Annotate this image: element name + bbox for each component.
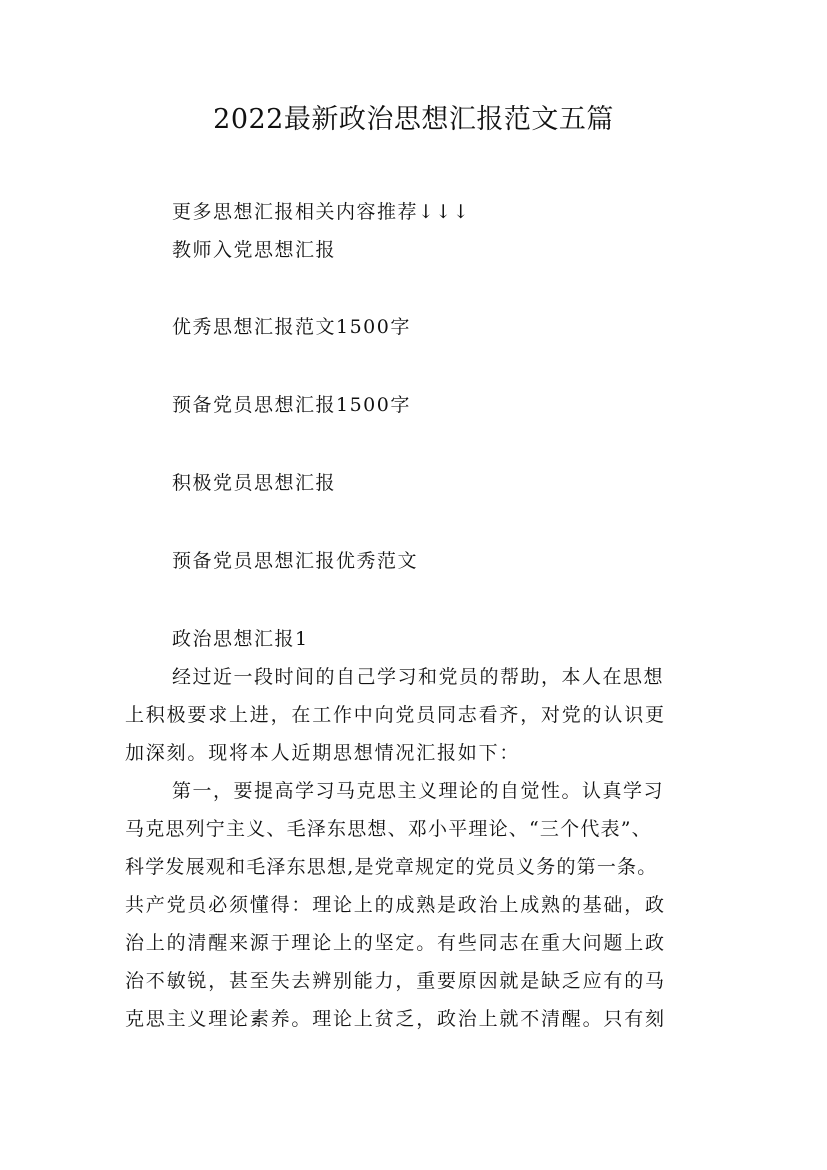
paragraph-line: 治上的清醒来源于理论上的坚定。有些同志在重大问题上政 [125,932,666,954]
document-title: 2022最新政治思想汇报范文五篇 [213,104,614,135]
section-heading: 政治思想汇报1 [172,628,309,650]
link-probationary-excellent-report[interactable]: 预备党员思想汇报优秀范文 [172,550,419,572]
paragraph-line: 科学发展观和毛泽东思想,是党章规定的党员义务的第一条。 [125,856,658,878]
link-active-member-report[interactable]: 积极党员思想汇报 [172,472,337,494]
link-teacher-report[interactable]: 教师入党思想汇报 [172,239,337,261]
paragraph-line: 加深刻。现将本人近期思想情况汇报如下： [125,742,521,764]
paragraph-line: 第一，要提高学习马克思主义理论的自觉性。认真学习 [172,780,665,802]
paragraph-line: 马克思列宁主义、毛泽东思想、邓小平理论、“三个代表”、 [125,818,652,840]
paragraph-line: 经过近一段时间的自己学习和党员的帮助，本人在思想 [172,666,665,688]
recommend-heading: 更多思想汇报相关内容推荐↓↓↓ [172,201,471,223]
link-probationary-report[interactable]: 预备党员思想汇报1500字 [172,394,411,416]
paragraph-line: 上积极要求上进，在工作中向党员同志看齐，对党的认识更 [125,704,666,726]
link-excellent-report[interactable]: 优秀思想汇报范文1500字 [172,316,411,338]
paragraph-line: 治不敏锐，甚至失去辨别能力，重要原因就是缺乏应有的马 [125,970,666,992]
paragraph-line: 克思主义理论素养。理论上贫乏，政治上就不清醒。只有刻 [125,1008,666,1030]
paragraph-line: 共产党员必须懂得：理论上的成熟是政治上成熟的基础，政 [125,894,666,916]
